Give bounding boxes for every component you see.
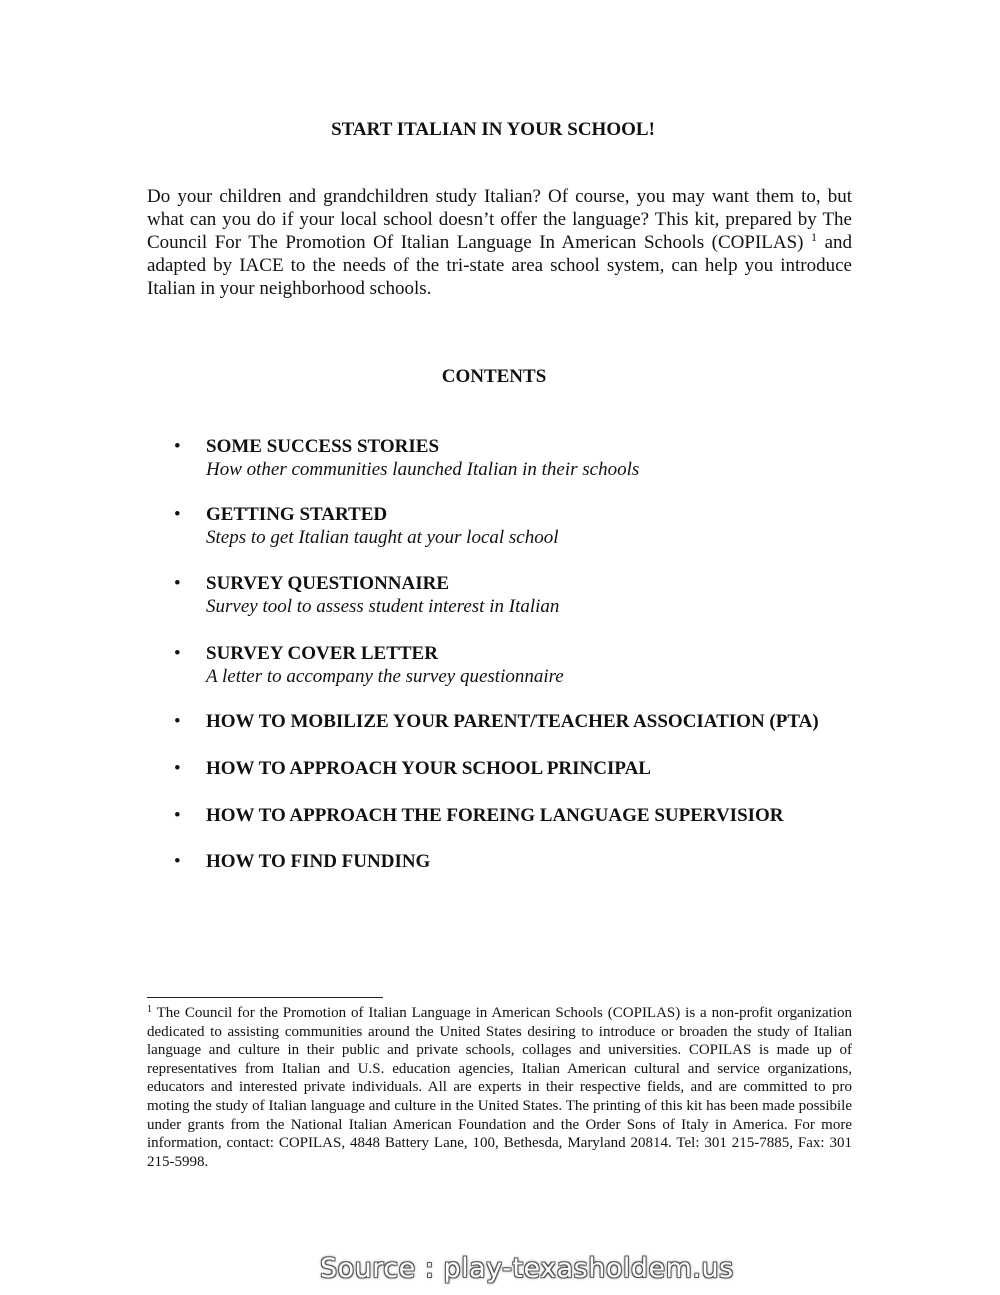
bullet-icon: • [174,851,181,872]
contents-item-description: How other communities launched Italian in their schools [206,459,640,480]
contents-item-title: HOW TO APPROACH THE FOREING LANGUAGE SUPERVISIOR [206,805,784,826]
intro-text-after-note: and adapted by IACE to the needs of the tri-state area school system, can help you introduce Italian in your neighborhood schools. [147,232,852,299]
bullet-icon: • [174,643,181,664]
contents-item-title: HOW TO APPROACH YOUR SCHOOL PRINCIPAL [206,758,651,779]
document-title: START ITALIAN IN YOUR SCHOOL! [331,119,655,140]
contents-item-title: SURVEY COVER LETTER [206,643,438,664]
footnote-reference: 1 [811,230,818,244]
footnote-text: The Council for the Promotion of Italian Language in American Schools (COPILAS) is a non-profit organization dedicated to assisting communities around the United States desiring to introduce or broaden the study of Italian language and culture in their public and private schools, collages and universities. COPILAS is made up of representatives from Italian and U.S. education agencies, Italian American cultural and service organizations, educators and interested private individuals. All are experts in their respective fields, and are committed to pro moting the study of Italian language and culture in the United States. The printing of this kit has been made possibile under grants from the National Italian American Foundation and the Order Sons of Italy in America. For more information, contact: COPILAS, 4848 Battery Lane, 100, Bethesda, Maryland 20814. Tel: 301 215-7885, Fax: 301 215-5998. [147,1005,852,1170]
intro-paragraph [147,185,852,300]
contents-item-title: SOME SUCCESS STORIES [206,436,440,457]
contents-item-description: Steps to get Italian taught at your local school [206,527,559,548]
contents-item-title: SURVEY QUESTIONNAIRE [206,573,450,594]
footnote-marker: 1 [147,1004,152,1015]
contents-heading: CONTENTS [441,366,547,387]
contents-item-title: HOW TO MOBILIZE YOUR PARENT/TEACHER ASSOCIATION (PTA) [206,711,819,732]
contents-item-description: Survey tool to assess student interest in Italian [206,596,560,617]
footnote [147,1004,852,1171]
bullet-icon: • [174,573,181,594]
bullet-icon: • [174,758,181,779]
contents-item-title: HOW TO FIND FUNDING [206,851,431,872]
contents-item-title: GETTING STARTED [206,504,388,525]
bullet-icon: • [174,436,181,457]
footnote-divider [147,997,383,998]
bullet-icon: • [174,504,181,525]
contents-item-description: A letter to accompany the survey questionnaire [206,666,564,687]
intro-text-before-note: Do your children and grandchildren study Italian? Of course, you may want them to, but what can you do if your local school doesn’t offer the language? This kit, prepared by The Council For The Promotion Of Italian Language In American Schools (COPILAS) [147,186,852,253]
bullet-icon: • [174,805,181,826]
bullet-icon: • [174,711,181,732]
source-watermark: Source : play-texasholdem.us [320,1253,734,1284]
